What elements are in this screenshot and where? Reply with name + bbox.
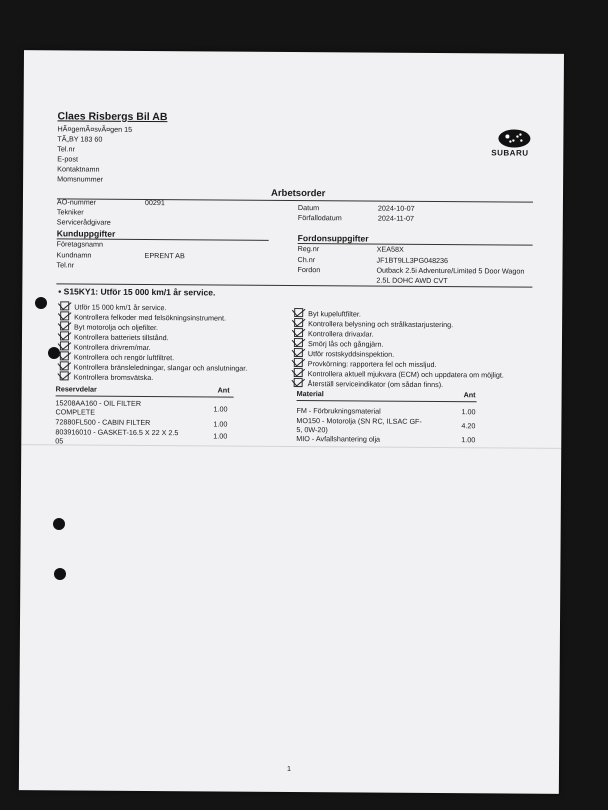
checklist-item: Utför rostskyddsinspektion. — [294, 348, 394, 359]
ao-value: 00291 — [144, 197, 165, 208]
material-qty: 1.00 — [461, 435, 476, 445]
customer-tel-label: Tel.nr — [56, 260, 75, 270]
parts-qty-heading: Ant — [217, 385, 230, 395]
service-title-text: S15KY1: Utför 15 000 km/1 år service. — [63, 286, 216, 298]
customer-name-value: EPRENT AB — [144, 250, 185, 261]
checklist-item: Kontrollera aktuell mjukvara (ECM) och uppdatera om möjligt. — [294, 368, 504, 379]
material-row: MO150 - Motorolja (SN RC, ILSAC GF- — [296, 416, 422, 426]
part-qty: 1.00 — [213, 404, 228, 414]
punch-hole — [48, 347, 60, 359]
company-postal: TÃ„BY 183 60 — [57, 134, 103, 144]
reg-label: Reg.nr — [297, 244, 320, 254]
part-qty: 1.00 — [213, 431, 228, 441]
company-contact: Kontaktnamn — [57, 164, 100, 174]
part-row: 15208AA160 - OIL FILTER — [55, 398, 142, 408]
vehicle-label: Fordon — [297, 265, 321, 275]
punch-hole — [35, 297, 47, 309]
brand-wordmark: SUBARU — [491, 148, 529, 158]
part-qty: 1.00 — [213, 419, 228, 429]
check-icon — [60, 371, 69, 380]
document-page — [19, 50, 564, 794]
checklist-item: Kontrollera belysning och strålkastarjustering. — [294, 318, 453, 329]
vehicle-heading: Fordonsuppgifter — [297, 233, 369, 244]
material-row: MIO - Avfallshantering olja — [296, 434, 381, 444]
material-qty: 4.20 — [461, 421, 476, 431]
service-title: • S15KY1: Utför 15 000 km/1 år service. — [58, 286, 216, 298]
checklist-item: Kontrollera drivaxlar. — [294, 328, 374, 339]
divider — [56, 395, 234, 397]
part-row-cont: 05 — [55, 436, 64, 446]
part-row: 72880FL500 - CABIN FILTER — [55, 417, 151, 428]
vehicle-engine: 2.5L DOHC AWD CVT — [376, 275, 448, 286]
material-row: FM - Förbrukningsmaterial — [296, 406, 381, 416]
part-row: 803916010 - GASKET-16.5 X 22 X 2.5 — [55, 427, 179, 438]
ao-label: AO-nummer — [56, 197, 97, 207]
vehicle-model: Outback 2.5i Adventure/Limited 5 Door Wagon — [376, 265, 525, 276]
material-qty: 1.00 — [461, 407, 476, 417]
divider — [297, 400, 477, 402]
chassis-label: Ch.nr — [297, 255, 316, 265]
company-address: HÃ¤gemÃ¤svÃ¤gen 15 — [57, 124, 133, 134]
checklist-item: Kontrollera och rengör luftfiltret. — [60, 351, 174, 362]
checklist-item: Smörj lås och gångjärn. — [294, 338, 384, 349]
due-date-value: 2024-11-07 — [377, 213, 415, 223]
reg-value: XEA58X — [376, 244, 404, 254]
checklist-item: Byt motorolja och oljefilter. — [60, 321, 158, 332]
company-vat: Momsnummer — [57, 174, 104, 184]
checklist-item: Utför 15 000 km/1 år service. — [60, 301, 166, 312]
subaru-logo-icon — [497, 128, 531, 148]
checklist-item: Kontrollera bromsvätska. — [60, 371, 154, 382]
customer-name-label: Kundnamn — [56, 250, 92, 260]
material-qty-heading: Ant — [463, 390, 476, 400]
checklist-item: Återställ serviceindikator (om sådan finns). — [294, 378, 443, 389]
checklist-item: Provkörning: rapportera fel och missljud. — [294, 358, 437, 369]
order-title: Arbetsorder — [270, 187, 326, 200]
punch-hole — [54, 568, 66, 580]
datum-label: Datum — [297, 203, 320, 213]
parts-heading: Reservdelar — [55, 384, 97, 394]
service-advisor-label: Servicerådgivare — [56, 217, 111, 227]
company-email: E-post — [57, 154, 79, 164]
material-row-cont: 5, 0W-20) — [296, 425, 328, 435]
customer-heading: Kunduppgifter — [56, 228, 116, 239]
checklist-item: Kontrollera drivrem/mar. — [60, 341, 151, 352]
checklist-item: Kontrollera batteriets tillstånd. — [60, 331, 169, 342]
due-date-label: Förfallodatum — [297, 213, 342, 223]
paper-fold — [21, 444, 561, 449]
checklist-item: Byt kupeluftfilter. — [294, 308, 361, 318]
company-name: Claes Risbergs Bil AB — [57, 110, 168, 124]
datum-value: 2024-10-07 — [377, 203, 415, 213]
tekniker-label: Tekniker — [56, 207, 84, 217]
punch-hole — [53, 518, 65, 530]
part-row-cont: COMPLETE — [55, 407, 96, 417]
company-name-label: Företagsnamn — [56, 239, 104, 249]
check-icon — [294, 378, 303, 387]
divider — [298, 243, 533, 246]
company-tel: Tel.nr — [57, 144, 75, 154]
chassis-value: JF1BT9LL3PG048236 — [376, 255, 449, 266]
material-heading: Material — [296, 389, 324, 399]
checklist-item: Kontrollera felkoder med felsökningsinstrument. — [60, 311, 226, 322]
checklist-item: Kontrollera bränsleledningar, slangar och anslutningar. — [60, 361, 247, 372]
page-number: 1 — [286, 763, 292, 773]
